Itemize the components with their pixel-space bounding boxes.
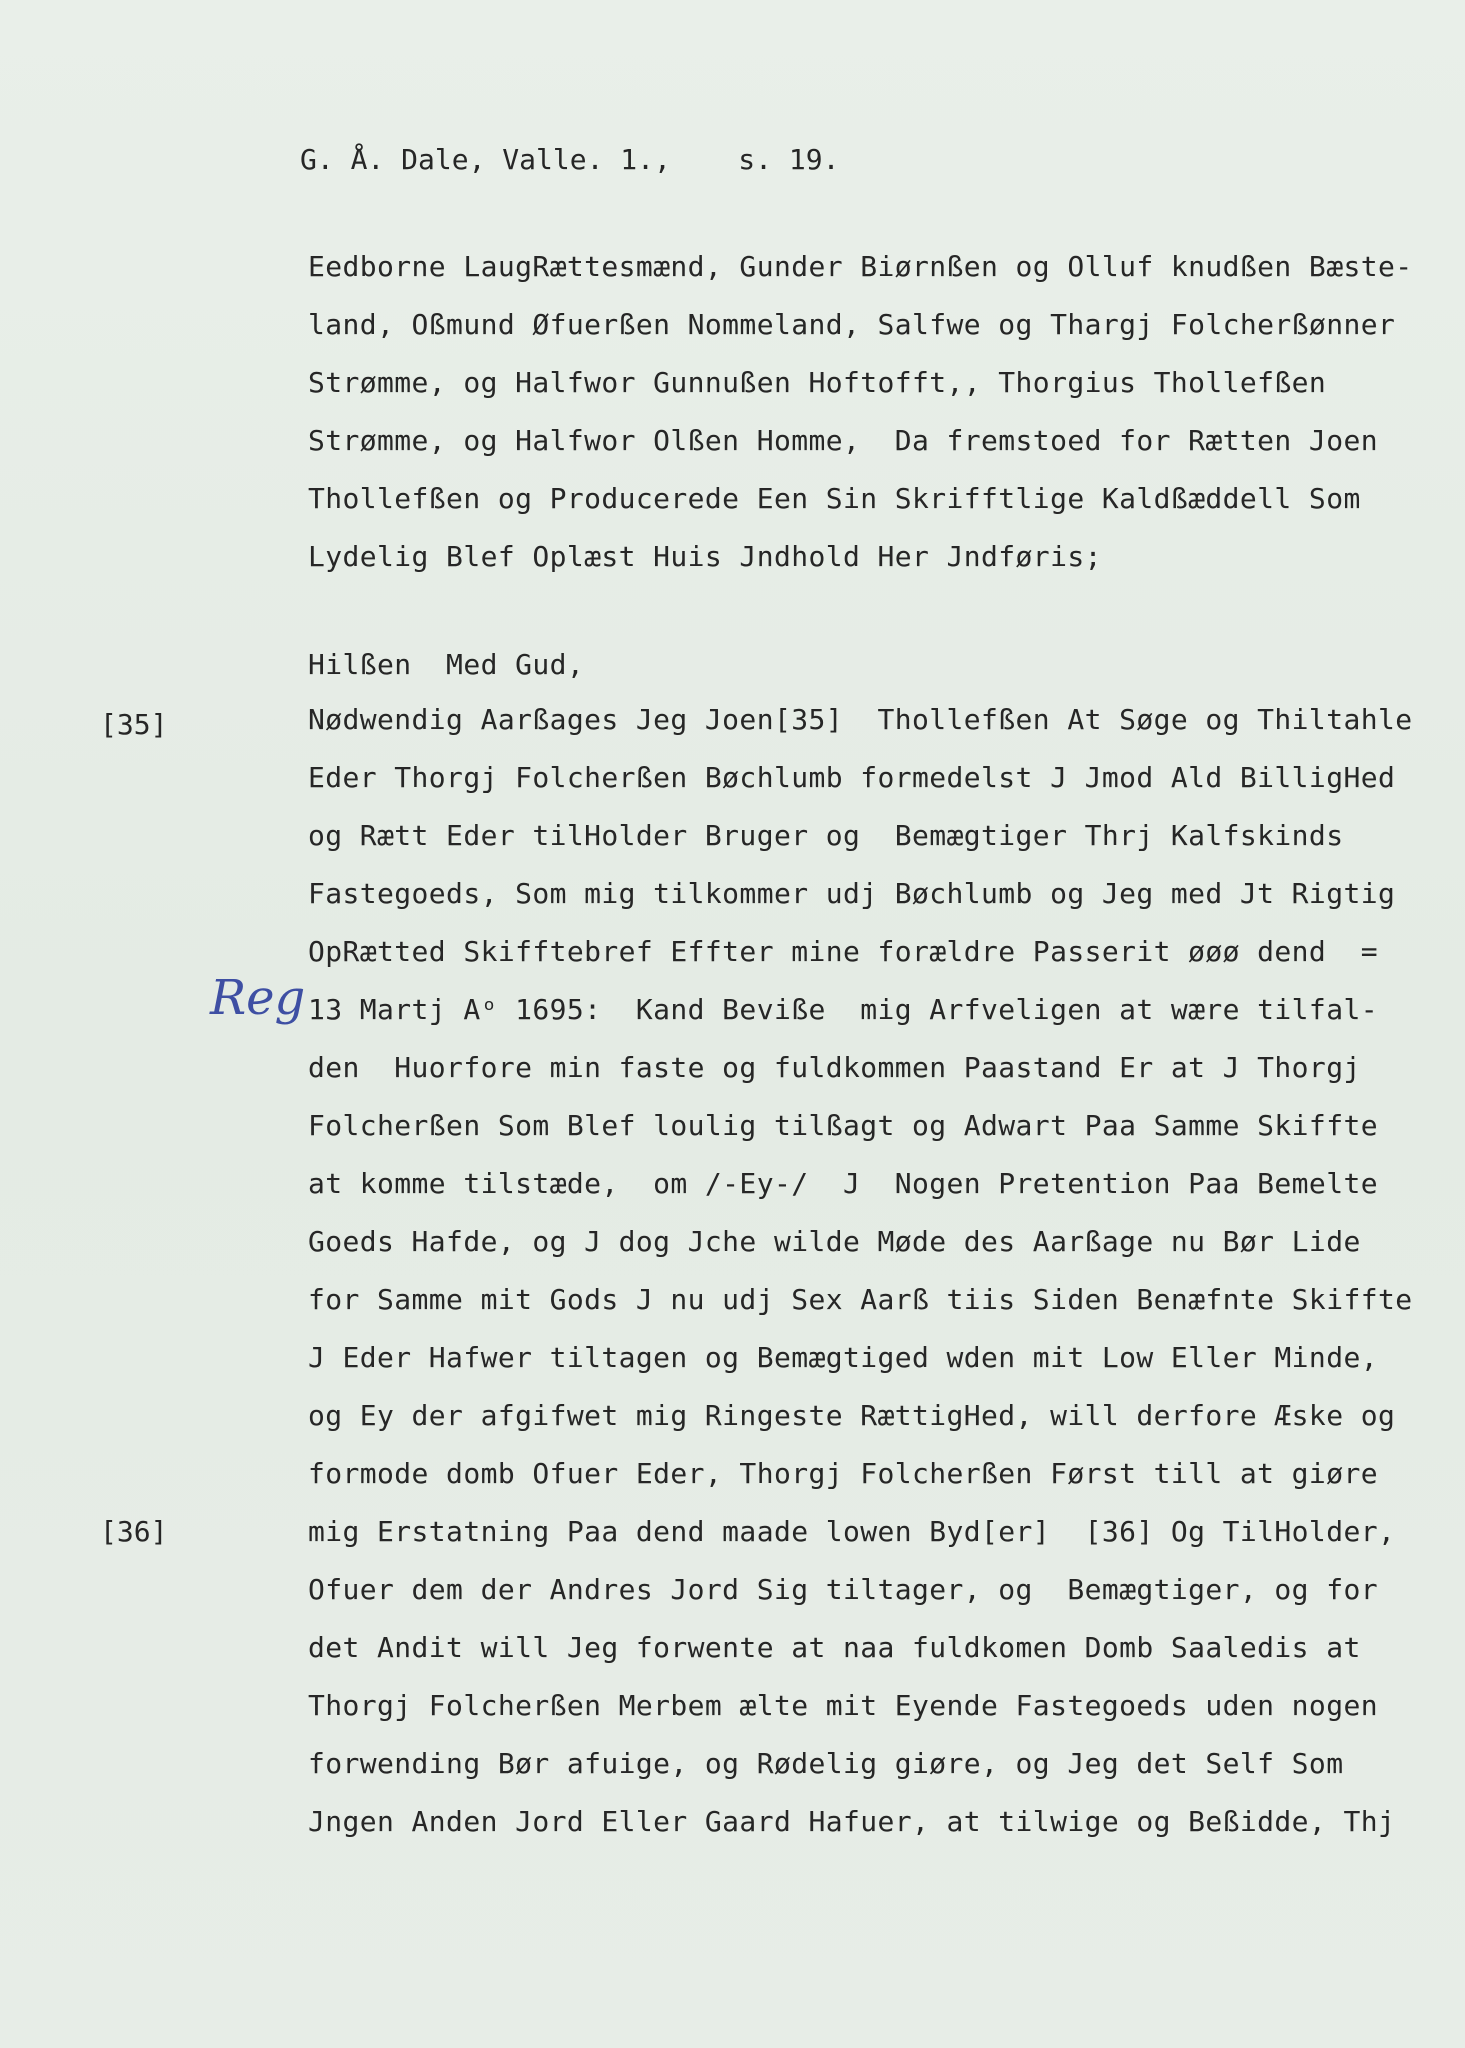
text-line: Strømme, og Halfwor Olßen Homme, Da fremstoed for Rætten Joen: [308, 424, 1378, 457]
text-line: Goeds Hafde, og J dog Jche wilde Møde des Aarßage nu Bør Lide: [308, 1225, 1361, 1258]
text-line: og Ey der afgifwet mig Ringeste RættigHed, will derfore Æske og: [308, 1399, 1396, 1432]
text-line: formode domb Ofuer Eder, Thorgj Folcherßen Først till at giøre: [308, 1457, 1378, 1490]
text-line: J Eder Hafwer tiltagen og Bemægtiged wden mit Low Eller Minde,: [308, 1341, 1378, 1374]
text-line: for Samme mit Gods J nu udj Sex Aarß tiis Siden Benæfnte Skiffte: [308, 1283, 1413, 1316]
margin-note-36: [36]: [100, 1515, 168, 1548]
page-header: G. Å. Dale, Valle. 1., s. 19.: [300, 143, 840, 176]
greeting-line: Hilßen Med Gud,: [308, 648, 585, 681]
margin-note-35: [35]: [100, 708, 168, 741]
text-line: 13 Martj Aᵒ 1695: Kand Beviße mig Arfveligen at wære tilfal-: [308, 993, 1378, 1026]
text-line: Fastegoeds, Som mig tilkommer udj Bøchlumb og Jeg med Jt Rigtig: [308, 877, 1396, 910]
text-line: og Rætt Eder tilHolder Bruger og Bemægtiger Thrj Kalfskinds: [308, 819, 1344, 852]
text-line: Lydelig Blef Oplæst Huis Jndhold Her Jndføris;: [308, 540, 1102, 573]
text-line: mig Erstatning Paa dend maade lowen Byd[er] [36] Og TilHolder,: [308, 1515, 1396, 1548]
text-line: Strømme, og Halfwor Gunnußen Hoftofft,, Thorgius Thollefßen: [308, 366, 1327, 399]
text-line: land, Oßmund Øfuerßen Nommeland, Salfwe og Thargj Folcherßønner: [308, 308, 1396, 341]
text-line: Thollefßen og Producerede Een Sin Skrifftlige Kaldßæddell Som: [308, 482, 1361, 515]
text-line: det Andit will Jeg forwente at naa fuldkomen Domb Saaledis at: [308, 1631, 1361, 1664]
text-line: Jngen Anden Jord Eller Gaard Hafuer, at tilwige og Beßidde, Thj: [308, 1805, 1396, 1838]
text-line: forwending Bør afuige, og Rødelig giøre, og Jeg det Self Som: [308, 1747, 1344, 1780]
text-line: Ofuer dem der Andres Jord Sig tiltager, og Bemægtiger, og for: [308, 1573, 1378, 1606]
text-line: den Huorfore min faste og fuldkommen Paastand Er at J Thorgj: [308, 1051, 1361, 1084]
text-line: Eedborne LaugRættesmænd, Gunder Biørnßen og Olluf knudßen Bæste-: [308, 250, 1413, 283]
text-line: Thorgj Folcherßen Merbem ælte mit Eyende Fastegoeds uden nogen: [308, 1689, 1378, 1722]
text-line: Folcherßen Som Blef loulig tilßagt og Adwart Paa Samme Skiffte: [308, 1109, 1378, 1142]
text-line: OpRætted Skifftebref Effter mine forældre Passerit øøø dend =: [308, 935, 1378, 968]
handwritten-annotation: Reg: [210, 970, 306, 1026]
text-line: Eder Thorgj Folcherßen Bøchlumb formedelst J Jmod Ald BilligHed: [308, 761, 1396, 794]
text-line: at komme tilstæde, om /-Ey-/ J Nogen Pretention Paa Bemelte: [308, 1167, 1378, 1200]
text-line: Nødwendig Aarßages Jeg Joen[35] Thollefßen At Søge og Thiltahle: [308, 703, 1413, 736]
